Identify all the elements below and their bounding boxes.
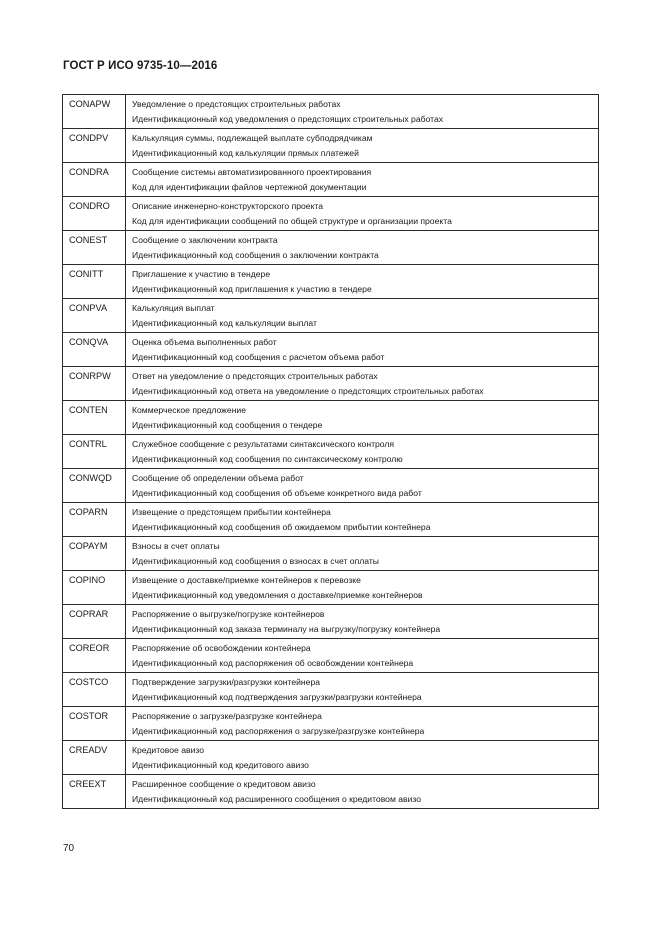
message-title: Распоряжение о загрузке/разгрузке контейнера [132, 711, 322, 721]
table-row [63, 741, 599, 775]
message-identifier-description: Код для идентификации файлов чертежной документации [132, 182, 367, 192]
table-row [63, 605, 599, 639]
message-identifier-description: Идентификационный код калькуляции выплат [132, 318, 317, 328]
table-row [63, 95, 599, 129]
message-identifier-description: Идентификационный код сообщения об объеме конкретного вида работ [132, 488, 422, 498]
message-code: COSTOR [63, 707, 126, 741]
table-row [63, 469, 599, 503]
message-identifier-description: Идентификационный код уведомления о доставке/приемке контейнеров [132, 590, 423, 600]
table-row [63, 163, 599, 197]
page-number: 70 [63, 843, 75, 854]
message-title: Сообщение об определении объема работ [132, 473, 304, 483]
table-row [63, 435, 599, 469]
message-title: Распоряжение о выгрузке/погрузке контейнеров [132, 609, 325, 619]
message-title: Оценка объема выполненных работ [132, 337, 277, 347]
message-code: CONRPW [63, 367, 126, 401]
message-code: CONTRL [63, 435, 126, 469]
message-title: Уведомление о предстоящих строительных работах [132, 99, 341, 109]
table-row [63, 231, 599, 265]
message-code: CREEXT [63, 775, 126, 809]
message-description-cell [126, 673, 599, 707]
message-description-cell [126, 129, 599, 163]
message-identifier-description: Идентификационный код распоряжения об освобождении контейнера [132, 658, 414, 668]
message-identifier-description: Идентификационный код приглашения к участию в тендере [132, 284, 372, 294]
message-identifier-description: Идентификационный код сообщения об ожидаемом прибытии контейнера [132, 522, 431, 532]
message-title: Расширенное сообщение о кредитовом авизо [132, 779, 316, 789]
table-row [63, 775, 599, 809]
message-title: Подтверждение загрузки/разгрузки контейнера [132, 677, 321, 687]
message-description-cell [126, 537, 599, 571]
message-code: CONDRO [63, 197, 126, 231]
message-title: Приглашение к участию в тендере [132, 269, 271, 279]
table-row [63, 197, 599, 231]
table-row [63, 129, 599, 163]
message-description-cell [126, 605, 599, 639]
message-code: CONWQD [63, 469, 126, 503]
table-row [63, 333, 599, 367]
message-code: CONPVA [63, 299, 126, 333]
table-row [63, 401, 599, 435]
message-title: Сообщение о заключении контракта [132, 235, 278, 245]
message-identifier-description: Идентификационный код подтверждения загрузки/разгрузки контейнера [132, 692, 422, 702]
message-description-cell [126, 571, 599, 605]
message-title: Извещение о предстоящем прибытии контейнера [132, 507, 331, 517]
message-code: CONAPW [63, 95, 126, 129]
message-description-cell [126, 95, 599, 129]
document-header: ГОСТ Р ИСО 9735-10—2016 [63, 60, 218, 72]
message-description-cell [126, 401, 599, 435]
message-identifier-description: Идентификационный код сообщения о тендере [132, 420, 323, 430]
message-code: COPRAR [63, 605, 126, 639]
message-description-cell [126, 333, 599, 367]
message-identifier-description: Идентификационный код сообщения о заключении контракта [132, 250, 379, 260]
message-code: CONDPV [63, 129, 126, 163]
message-title: Описание инженерно-конструкторского проекта [132, 201, 324, 211]
message-title: Взносы в счет оплаты [132, 541, 220, 551]
message-description-cell [126, 639, 599, 673]
table-row [63, 299, 599, 333]
message-description-cell [126, 197, 599, 231]
message-identifier-description: Идентификационный код калькуляции прямых платежей [132, 148, 359, 158]
message-description-cell [126, 265, 599, 299]
message-code: CONEST [63, 231, 126, 265]
message-code: COREOR [63, 639, 126, 673]
message-description-cell [126, 367, 599, 401]
message-code-table [62, 94, 599, 809]
table-row [63, 673, 599, 707]
message-title: Коммерческое предложение [132, 405, 247, 415]
message-description-cell [126, 775, 599, 809]
message-code-table-body [63, 95, 599, 809]
message-code: CONTEN [63, 401, 126, 435]
table-row [63, 537, 599, 571]
table-row [63, 571, 599, 605]
message-code: COPAYM [63, 537, 126, 571]
message-identifier-description: Идентификационный код сообщения о взносах в счет оплаты [132, 556, 379, 566]
message-identifier-description: Идентификационный код расширенного сообщения о кредитовом авизо [132, 794, 422, 804]
message-identifier-description: Идентификационный код сообщения по синтаксическому контролю [132, 454, 403, 464]
message-code: COPINO [63, 571, 126, 605]
message-description-cell [126, 741, 599, 775]
message-title: Калькуляция выплат [132, 303, 215, 313]
message-description-cell [126, 503, 599, 537]
message-description-cell [126, 707, 599, 741]
message-description-cell [126, 163, 599, 197]
table-row [63, 707, 599, 741]
table-row [63, 265, 599, 299]
table-row [63, 639, 599, 673]
message-code: CONDRA [63, 163, 126, 197]
message-identifier-description: Идентификационный код ответа на уведомление о предстоящих строительных работах [132, 386, 484, 396]
message-description-cell [126, 469, 599, 503]
table-row [63, 503, 599, 537]
message-title: Сообщение системы автоматизированного проектирования [132, 167, 372, 177]
table-row [63, 367, 599, 401]
message-title: Распоряжение об освобождении контейнера [132, 643, 311, 653]
message-code: COSTCO [63, 673, 126, 707]
message-code: CONITT [63, 265, 126, 299]
message-code: CREADV [63, 741, 126, 775]
message-description-cell [126, 231, 599, 265]
message-identifier-description: Идентификационный код распоряжения о загрузке/разгрузке контейнера [132, 726, 425, 736]
message-description-cell [126, 299, 599, 333]
message-title: Служебное сообщение с результатами синтаксического контроля [132, 439, 395, 449]
message-title: Калькуляция суммы, подлежащей выплате субподрядчикам [132, 133, 373, 143]
message-code: COPARN [63, 503, 126, 537]
message-identifier-description: Идентификационный код сообщения с расчетом объема работ [132, 352, 385, 362]
message-title: Ответ на уведомление о предстоящих строительных работах [132, 371, 378, 381]
message-identifier-description: Идентификационный код заказа терминалу на выгрузку/погрузку контейнера [132, 624, 441, 634]
message-title: Кредитовое авизо [132, 745, 204, 755]
message-code: CONQVA [63, 333, 126, 367]
message-identifier-description: Идентификационный код кредитового авизо [132, 760, 309, 770]
message-description-cell [126, 435, 599, 469]
message-identifier-description: Идентификационный код уведомления о предстоящих строительных работах [132, 114, 444, 124]
message-title: Извещение о доставке/приемке контейнеров к перевозке [132, 575, 361, 585]
message-identifier-description: Код для идентификации сообщений по общей структуре и организации проекта [132, 216, 452, 226]
